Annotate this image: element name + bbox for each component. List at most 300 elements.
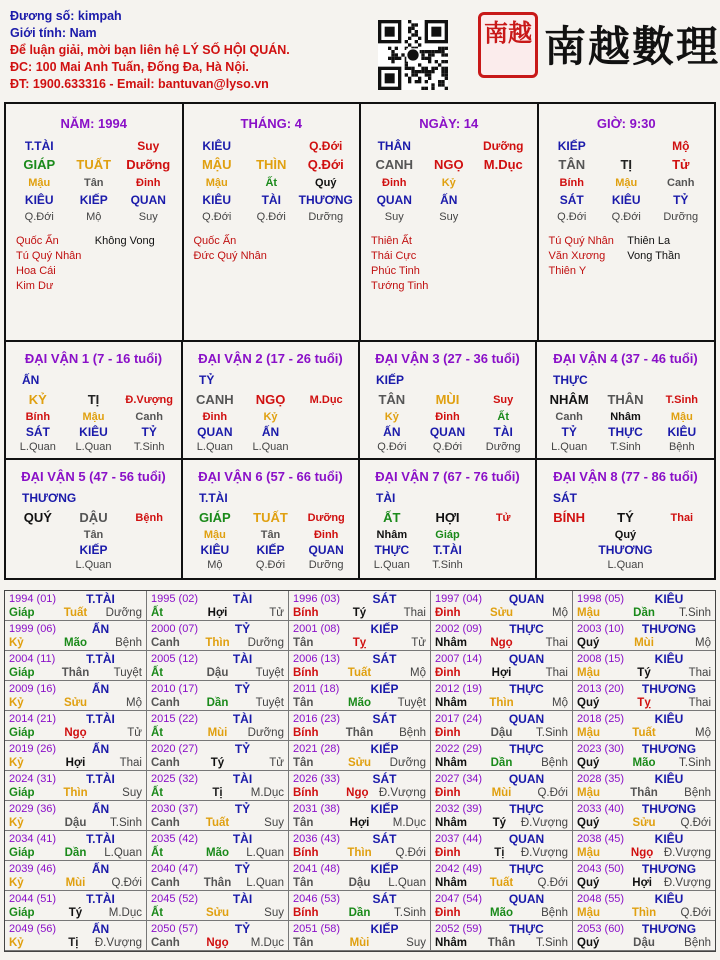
luu-nien-cell bbox=[5, 771, 147, 801]
star-list bbox=[450, 234, 529, 294]
pillar-row bbox=[6, 155, 182, 175]
dai-van-row bbox=[6, 410, 181, 425]
star-name: Tướng Tinh bbox=[371, 280, 429, 292]
luu-nien-head bbox=[293, 862, 426, 876]
year-label: 2053 (60) bbox=[577, 923, 625, 935]
luu-nien-text: Mộ bbox=[126, 697, 142, 709]
dai-van-text: Ất bbox=[497, 411, 509, 423]
year-label: 2013 (20) bbox=[577, 683, 625, 695]
dai-van-row bbox=[6, 558, 181, 573]
dai-van-text: Dưỡng bbox=[308, 559, 344, 571]
luu-nien-text: Tuyệt bbox=[255, 667, 284, 679]
dai-van-text bbox=[121, 558, 177, 573]
year-god: ẤN bbox=[91, 622, 110, 636]
year-label: 1997 (04) bbox=[435, 593, 483, 605]
luu-nien-text: L.Quan bbox=[246, 877, 284, 889]
pillar-cell: Suy bbox=[138, 211, 158, 223]
luu-nien-text: Ngọ bbox=[346, 787, 369, 799]
pillar-cell: TUẤT bbox=[76, 157, 112, 172]
luu-nien-body bbox=[293, 876, 426, 890]
luu-nien-body bbox=[151, 816, 284, 830]
year-god: KIẾP bbox=[370, 682, 399, 696]
dai-van-text: L.Quan bbox=[196, 441, 233, 453]
luu-nien-body bbox=[151, 606, 284, 620]
luu-nien-cell bbox=[147, 681, 289, 711]
luu-nien-text: Bệnh bbox=[399, 727, 426, 739]
pillar-cell: T.TÀI bbox=[24, 139, 54, 153]
dai-van-text: ẤN bbox=[261, 425, 280, 439]
luu-nien-body bbox=[151, 756, 284, 770]
luu-nien-cell bbox=[431, 621, 573, 651]
luu-nien-text: Sửu bbox=[347, 757, 371, 769]
star-name: Thiên La bbox=[627, 235, 671, 247]
dai-van-text: NHÂM bbox=[549, 392, 589, 407]
luu-nien-cell bbox=[573, 651, 715, 681]
luu-nien-head bbox=[151, 832, 284, 846]
luu-nien-text: Bệnh bbox=[684, 787, 712, 799]
luu-nien-text: Q.Đới bbox=[111, 877, 142, 889]
dai-van-text: GIÁP bbox=[198, 510, 231, 525]
header-info bbox=[10, 8, 370, 93]
luu-nien-text: Dậu bbox=[633, 937, 655, 949]
year-label: 2029 (36) bbox=[9, 803, 57, 815]
star-name: Kim Dư bbox=[16, 280, 54, 292]
luu-nien-text: Mùi bbox=[491, 787, 512, 799]
dai-van-text: L.Quan bbox=[373, 559, 410, 571]
luu-nien-body bbox=[9, 636, 142, 650]
luu-nien-head bbox=[435, 682, 568, 696]
year-god: KIÊU bbox=[654, 892, 684, 906]
year-label: 2049 (56) bbox=[9, 923, 57, 935]
year-label: 2024 (31) bbox=[9, 773, 57, 785]
dai-van-row bbox=[183, 440, 358, 455]
dai-van-god: ẤN bbox=[22, 373, 40, 387]
dai-van-text: THÂN bbox=[607, 392, 644, 407]
luu-nien-text: Tị bbox=[212, 787, 223, 799]
luu-nien-body bbox=[293, 936, 426, 950]
year-god: SÁT bbox=[372, 772, 397, 786]
year-god: KIÊU bbox=[654, 772, 684, 786]
dai-van-text: L.Quan bbox=[75, 559, 112, 571]
year-label: 2009 (16) bbox=[9, 683, 57, 695]
luu-nien-text: Đinh bbox=[435, 847, 461, 859]
luu-nien-text: Bệnh bbox=[115, 637, 142, 649]
year-god: THỰC bbox=[509, 682, 544, 696]
dai-van-text: Mậu bbox=[670, 411, 693, 423]
luu-nien-text: T.Sinh bbox=[679, 757, 712, 769]
luu-nien-body bbox=[151, 846, 284, 860]
dai-van-text: Nhâm bbox=[376, 529, 408, 541]
luu-nien-body bbox=[435, 816, 568, 830]
dai-van-text: QUÝ bbox=[23, 510, 52, 525]
pillar-cell bbox=[476, 175, 531, 192]
dai-van-title: ĐẠI VẬN 2 (17 - 26 tuổi) bbox=[198, 351, 343, 366]
luu-nien-head bbox=[151, 892, 284, 906]
luu-nien-text: Tý bbox=[352, 607, 367, 619]
pillar-cell: TÂN bbox=[558, 157, 586, 172]
dai-van-text: Mộ bbox=[207, 559, 223, 571]
star-name: Phúc Tinh bbox=[371, 265, 420, 277]
luu-nien-head bbox=[577, 712, 711, 726]
dai-van-row bbox=[183, 425, 358, 440]
luu-nien-body bbox=[577, 636, 711, 650]
dai-van-god: KIẾP bbox=[376, 373, 405, 387]
luu-nien-head bbox=[435, 922, 568, 936]
year-god: T.TÀI bbox=[86, 712, 115, 726]
dai-van-text: Dưỡng bbox=[485, 441, 521, 453]
luu-nien-text: T.Sinh bbox=[110, 817, 142, 829]
pillar-cell: Mậu bbox=[205, 177, 228, 189]
luu-nien-text: T.Sinh bbox=[536, 937, 568, 949]
dai-van-text: TÀI bbox=[493, 425, 513, 439]
pillar-cell bbox=[599, 138, 654, 155]
dai-van-row bbox=[183, 410, 358, 425]
luu-nien-text: Ngọ bbox=[64, 727, 87, 739]
year-label: 2050 (57) bbox=[151, 923, 199, 935]
luu-nien-head bbox=[435, 652, 568, 666]
pillar-cell: Suy bbox=[137, 139, 160, 153]
luu-nien-cell bbox=[431, 831, 573, 861]
luu-nien-text: Thai bbox=[403, 607, 426, 619]
dai-van-row bbox=[360, 543, 535, 558]
star-name: Vong Thần bbox=[627, 250, 681, 262]
luu-nien-cell bbox=[5, 891, 147, 921]
dai-van-text bbox=[298, 440, 354, 455]
pillar-cell: THƯƠNG bbox=[298, 193, 353, 207]
year-label: 2041 (48) bbox=[293, 863, 341, 875]
luu-nien-text: M.Dục bbox=[250, 787, 284, 799]
year-god: T.TÀI bbox=[86, 892, 115, 906]
pillar-title: THÁNG: 4 bbox=[240, 116, 302, 131]
pillar-cell: QUAN bbox=[376, 193, 412, 207]
year-label: 2051 (58) bbox=[293, 923, 341, 935]
luu-nien-text: Hợi bbox=[207, 607, 228, 619]
dai-van-text: KIÊU bbox=[667, 425, 697, 439]
dai-van-god: T.TÀI bbox=[199, 491, 228, 505]
star-list bbox=[371, 234, 450, 294]
star-name: Quốc Ấn bbox=[16, 235, 59, 247]
dai-van-text: TÂN bbox=[378, 392, 406, 407]
dai-van-cell bbox=[360, 460, 537, 578]
luu-nien-head bbox=[435, 772, 568, 786]
dai-van-text: Q.Đới bbox=[255, 559, 286, 571]
star-name: Văn Xương bbox=[548, 250, 606, 262]
luu-nien-body bbox=[435, 876, 568, 890]
dai-van-text: Kỷ bbox=[384, 411, 399, 423]
year-god: THƯƠNG bbox=[641, 802, 697, 816]
luu-nien-body bbox=[9, 756, 142, 770]
year-god: THỰC bbox=[509, 802, 544, 816]
luu-nien-cell bbox=[147, 741, 289, 771]
luu-nien-cell bbox=[5, 681, 147, 711]
dai-van-text bbox=[298, 410, 354, 425]
luu-nien-head bbox=[151, 652, 284, 666]
dai-van-text: Nhâm bbox=[610, 411, 641, 423]
pillar-cell: Đinh bbox=[382, 177, 407, 189]
luu-nien-text: Canh bbox=[151, 757, 180, 769]
pillar-cell: Đinh bbox=[136, 177, 161, 189]
year-label: 2017 (24) bbox=[435, 713, 483, 725]
year-god: TÀI bbox=[232, 832, 253, 846]
dai-van-text: KIÊU bbox=[79, 425, 108, 439]
luu-nien-body bbox=[9, 906, 142, 920]
year-god: THỰC bbox=[509, 622, 544, 636]
dai-van-text: L.Quan bbox=[551, 441, 588, 453]
luu-nien-text: L.Quan bbox=[246, 847, 284, 859]
dai-van-god: SÁT bbox=[553, 491, 577, 505]
dai-van-text: Canh bbox=[555, 411, 583, 423]
dai-van-text: TỊ bbox=[87, 392, 100, 407]
luu-nien-body bbox=[293, 726, 426, 740]
luu-nien-text: Dưỡng bbox=[247, 727, 284, 739]
dai-van-god: TÀI bbox=[376, 491, 396, 505]
dai-van-cell bbox=[6, 342, 183, 460]
luu-nien-text: Q.Đới bbox=[395, 847, 426, 859]
star-name: Quốc Ấn bbox=[193, 235, 237, 247]
year-label: 1999 (06) bbox=[9, 623, 57, 635]
luu-nien-text: Mão bbox=[205, 847, 229, 859]
pillar-cell: GIÁP bbox=[23, 157, 56, 172]
dai-van-row bbox=[360, 528, 535, 543]
star-name: Thiên Y bbox=[548, 265, 587, 277]
dai-van-text bbox=[121, 543, 177, 558]
luu-nien-cell bbox=[573, 621, 715, 651]
year-god: TÀI bbox=[232, 712, 253, 726]
pillar-row bbox=[184, 138, 360, 155]
luu-nien-text: Nhâm bbox=[435, 637, 467, 649]
luu-nien-body bbox=[577, 606, 711, 620]
year-label: 2025 (32) bbox=[151, 773, 199, 785]
dai-van-text: MÙI bbox=[435, 392, 460, 407]
luu-nien-text: Bính bbox=[293, 727, 319, 739]
luu-nien-body bbox=[293, 816, 426, 830]
dai-van-row bbox=[360, 508, 535, 528]
luu-nien-cell bbox=[147, 891, 289, 921]
address-line: ĐC: 100 Mai Anh Tuấn, Đống Đa, Hà Nội. bbox=[10, 60, 249, 74]
year-god: KIẾP bbox=[370, 622, 399, 636]
luu-nien-text: Dần bbox=[64, 847, 87, 859]
luu-nien-text: Suy bbox=[264, 907, 284, 919]
contact-line: Để luận giải, mời bạn liên hệ LÝ SỐ HỘI QUÁN. bbox=[10, 43, 290, 57]
year-label: 2023 (30) bbox=[577, 743, 625, 755]
luu-nien-text: Bính bbox=[293, 907, 319, 919]
dai-van-text: TỶ bbox=[561, 425, 577, 439]
star-list bbox=[549, 234, 628, 279]
pillar-cell: TÀI bbox=[261, 193, 281, 207]
pillar-cell: Mậu bbox=[28, 177, 51, 189]
luu-nien-body bbox=[151, 936, 284, 950]
dai-van-text: Tử bbox=[495, 512, 511, 524]
star-name: Thiên Ất bbox=[371, 235, 412, 247]
dai-van-text: KIẾP bbox=[256, 543, 285, 557]
pillar-cell: THÌN bbox=[256, 157, 287, 172]
year-god: TỶ bbox=[234, 922, 251, 936]
luu-nien-cell bbox=[5, 801, 147, 831]
luu-nien-body bbox=[9, 666, 142, 680]
luu-nien-body bbox=[293, 756, 426, 770]
dai-van-text: Tân bbox=[260, 529, 281, 541]
pillar-row bbox=[361, 175, 537, 192]
year-god: SÁT bbox=[372, 892, 397, 906]
year-god: T.TÀI bbox=[86, 832, 115, 846]
dai-van-title: ĐẠI VẬN 8 (77 - 86 tuổi) bbox=[553, 469, 698, 484]
luu-nien-head bbox=[151, 742, 284, 756]
pillar-row bbox=[184, 175, 360, 192]
pillar-cell bbox=[476, 192, 531, 209]
dai-van-text: Suy bbox=[493, 394, 514, 406]
pillar-cell: Bính bbox=[559, 177, 584, 189]
luu-nien-head bbox=[577, 922, 711, 936]
dai-van-row bbox=[183, 508, 358, 528]
luu-nien-body bbox=[577, 726, 711, 740]
luu-nien-cell bbox=[573, 741, 715, 771]
dai-van-text bbox=[654, 558, 710, 573]
luu-nien-text: Thân bbox=[630, 787, 658, 799]
luu-nien-cell bbox=[573, 921, 715, 951]
year-god: KIẾP bbox=[370, 742, 399, 756]
pillar-cell: NGỌ bbox=[433, 157, 464, 172]
luu-nien-text: Ất bbox=[151, 607, 164, 619]
luu-nien-text: L.Quan bbox=[104, 847, 142, 859]
year-god: THỰC bbox=[509, 922, 544, 936]
year-label: 2014 (21) bbox=[9, 713, 57, 725]
luu-nien-text: Mùi bbox=[65, 877, 86, 889]
luu-nien-body bbox=[293, 636, 426, 650]
pillar-stars bbox=[361, 226, 537, 294]
luu-nien-text: Thai bbox=[688, 667, 712, 679]
luu-nien-cell bbox=[5, 921, 147, 951]
star-name: Thái Cực bbox=[371, 250, 417, 262]
pillar-cell: Dưỡng bbox=[126, 157, 171, 172]
star-name: Tú Quý Nhân bbox=[16, 250, 82, 262]
pillar-column bbox=[361, 104, 539, 340]
dai-van-text: THỰC bbox=[374, 543, 410, 557]
year-god: KIÊU bbox=[654, 652, 684, 666]
luu-nien-body bbox=[151, 786, 284, 800]
luu-nien-text: Mộ bbox=[552, 607, 568, 619]
year-label: 2035 (42) bbox=[151, 833, 199, 845]
year-label: 2045 (52) bbox=[151, 893, 199, 905]
pillar-row bbox=[539, 155, 715, 175]
luu-nien-text: Sửu bbox=[632, 817, 656, 829]
year-god: ẤN bbox=[91, 682, 110, 696]
year-label: 2043 (50) bbox=[577, 863, 625, 875]
pillar-cell: TỊ bbox=[620, 157, 633, 172]
year-label: 2026 (33) bbox=[293, 773, 341, 785]
luu-nien-head bbox=[151, 712, 284, 726]
dai-van-title: ĐẠI VẬN 3 (27 - 36 tuổi) bbox=[375, 351, 520, 366]
dai-van-text: T.Sinh bbox=[665, 394, 699, 406]
year-god: THƯƠNG bbox=[641, 922, 697, 936]
luu-nien-text: Dậu bbox=[64, 817, 87, 829]
luu-nien-text: Mộ bbox=[695, 637, 712, 649]
dai-van-text: Bính bbox=[25, 411, 51, 423]
luu-nien-text: Quý bbox=[577, 697, 600, 709]
luu-nien-head bbox=[151, 622, 284, 636]
luu-nien-text: Tử bbox=[269, 607, 284, 619]
luu-nien-text: Dậu bbox=[206, 667, 229, 679]
luu-nien-cell bbox=[573, 771, 715, 801]
luu-nien-text: Nhâm bbox=[435, 877, 467, 889]
luu-nien-text: Thai bbox=[688, 697, 712, 709]
luu-nien-text: Giáp bbox=[9, 727, 35, 739]
pillar-cell: KIÊU bbox=[24, 193, 54, 207]
luu-nien-text: Q.Đới bbox=[537, 877, 568, 889]
luu-nien-text: Giáp bbox=[9, 847, 35, 859]
luu-nien-cell bbox=[431, 681, 573, 711]
luu-nien-cell bbox=[431, 651, 573, 681]
luu-nien-body bbox=[435, 696, 568, 710]
pillar-cell: ẤN bbox=[440, 193, 458, 207]
luu-nien-cell bbox=[573, 831, 715, 861]
luu-nien-cell bbox=[431, 771, 573, 801]
star-list bbox=[627, 234, 706, 279]
luu-nien-body bbox=[293, 606, 426, 620]
luu-nien-head bbox=[293, 622, 426, 636]
luu-nien-cell bbox=[289, 651, 431, 681]
star-name: Hoa Cái bbox=[16, 265, 56, 277]
luu-nien-text: Đ.Vượng bbox=[520, 817, 569, 829]
year-label: 2008 (15) bbox=[577, 653, 625, 665]
luu-nien-cell bbox=[289, 681, 431, 711]
luu-nien-cell bbox=[573, 891, 715, 921]
luu-nien-text: Tý bbox=[492, 817, 507, 829]
dai-van-text: DẬU bbox=[79, 510, 108, 525]
year-god: T.TÀI bbox=[86, 652, 115, 666]
luu-nien-text: Mậu bbox=[577, 907, 600, 919]
luu-nien-cell bbox=[5, 591, 147, 621]
year-label: 1994 (01) bbox=[9, 593, 57, 605]
dai-van-title: ĐẠI VẬN 6 (57 - 66 tuổi) bbox=[198, 469, 343, 484]
luu-nien-text: Kỷ bbox=[9, 697, 24, 709]
luu-nien-head bbox=[293, 922, 426, 936]
year-god: ẤN bbox=[91, 742, 110, 756]
year-god: TỶ bbox=[234, 862, 251, 876]
year-label: 2048 (55) bbox=[577, 893, 625, 905]
dai-van-text: HỢI bbox=[435, 510, 460, 525]
dai-van-row bbox=[537, 425, 714, 440]
year-label: 2031 (38) bbox=[293, 803, 341, 815]
luu-nien-body bbox=[9, 816, 142, 830]
pillar-row bbox=[184, 155, 360, 175]
luu-nien-cell bbox=[289, 771, 431, 801]
dai-van-row bbox=[360, 410, 535, 425]
luu-nien-head bbox=[9, 712, 142, 726]
luu-nien-body bbox=[151, 666, 284, 680]
pillar-cell: Q.Đới bbox=[309, 139, 343, 153]
dai-van-title: ĐẠI VẬN 4 (37 - 46 tuổi) bbox=[553, 351, 698, 366]
dai-van-row bbox=[537, 528, 714, 543]
qr-code-icon bbox=[378, 20, 448, 90]
year-god: QUAN bbox=[508, 832, 545, 846]
dai-van-text: Đinh bbox=[435, 411, 460, 423]
year-god: SÁT bbox=[372, 712, 397, 726]
pillar-cell: KIẾP bbox=[79, 193, 108, 207]
luu-nien-cell bbox=[147, 711, 289, 741]
luu-nien-text: Q.Đới bbox=[537, 787, 568, 799]
dai-van-text: Bệnh bbox=[668, 441, 695, 453]
dai-van-row bbox=[537, 508, 714, 528]
luu-nien-cell bbox=[431, 741, 573, 771]
dai-van-text: KIÊU bbox=[200, 543, 230, 557]
luu-nien-text: Đ.Vượng bbox=[663, 847, 712, 859]
year-god: QUAN bbox=[508, 592, 545, 606]
luu-nien-body bbox=[577, 936, 711, 950]
pillar-cell bbox=[244, 138, 299, 155]
luu-nien-cell bbox=[573, 681, 715, 711]
dai-van-text: KIẾP bbox=[79, 543, 108, 557]
dai-van-text: Thai bbox=[670, 512, 694, 524]
